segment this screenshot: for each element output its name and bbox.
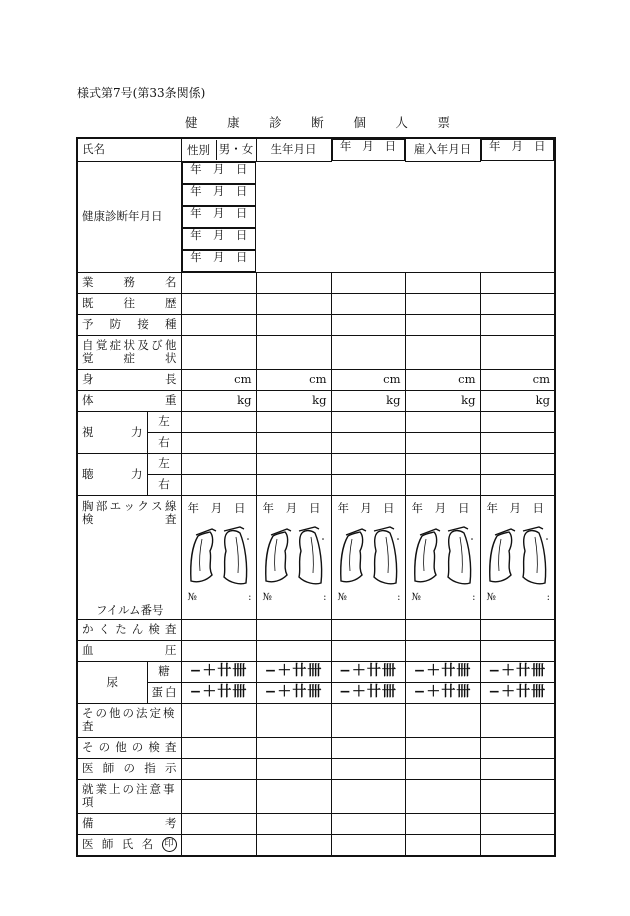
exam-date-cell[interactable]: [182, 206, 257, 228]
month-label: 月: [212, 249, 225, 264]
hearing-cell[interactable]: [331, 453, 405, 474]
occupation-cell[interactable]: [405, 272, 480, 293]
xray-cell[interactable]: [405, 495, 480, 619]
weight-cell[interactable]: kg: [331, 390, 405, 411]
doctor-instruction-cell[interactable]: [405, 758, 480, 779]
vision-label: 視 力: [77, 411, 147, 453]
history-cell[interactable]: [480, 293, 555, 314]
vision-cell[interactable]: [405, 432, 480, 453]
xray-cell[interactable]: [480, 495, 555, 619]
vision-cell[interactable]: [331, 411, 405, 432]
history-label: 既 往 歴: [77, 293, 181, 314]
vaccination-cell[interactable]: [181, 314, 256, 335]
title-char: 票: [437, 115, 450, 130]
height-cell[interactable]: cm: [331, 369, 405, 390]
symptoms-row: [77, 335, 555, 369]
lungs-icon: [263, 521, 325, 587]
name-field[interactable]: [77, 138, 181, 161]
exam-date-cell[interactable]: [182, 228, 257, 250]
title-char: 診: [269, 115, 282, 130]
remarks-cell[interactable]: [405, 813, 480, 834]
other-legal-cell[interactable]: [480, 703, 555, 737]
symptoms-cell[interactable]: [480, 335, 555, 369]
day-label: 日: [235, 227, 248, 242]
seal-icon: 印: [162, 837, 177, 852]
weight-row: [77, 390, 555, 411]
vision-cell[interactable]: [181, 411, 256, 432]
other-exam-cell[interactable]: [256, 737, 331, 758]
blood-pressure-cell[interactable]: [405, 640, 480, 661]
vaccination-cell[interactable]: [480, 314, 555, 335]
doctor-instruction-cell[interactable]: [331, 758, 405, 779]
month-label: 月: [212, 161, 225, 176]
title-char: 健: [185, 115, 198, 130]
exam-date-row: [77, 161, 555, 272]
work-notes-label: 就業上の注意事項: [77, 779, 181, 813]
hire-label: 雇入年月日: [405, 138, 480, 161]
doctor-name-cell[interactable]: [256, 834, 331, 856]
day-label: 日: [235, 183, 248, 198]
other-exam-row: [77, 737, 555, 758]
month-label: 月: [212, 227, 225, 242]
lungs-icon: [487, 521, 549, 587]
urine-protein-cell[interactable]: −＋卄卌: [181, 682, 256, 703]
header-row: [77, 138, 555, 161]
year-label: 年: [190, 249, 202, 264]
other-exam-cell[interactable]: [331, 737, 405, 758]
xray-date: 年 月 日: [486, 500, 544, 515]
year-label: 年: [190, 161, 202, 176]
lungs-icon: [188, 521, 250, 587]
urine-sugar-row: [77, 661, 555, 682]
weight-cell[interactable]: kg: [181, 390, 256, 411]
doctor-instruction-cell[interactable]: [256, 758, 331, 779]
doctor-name-cell[interactable]: [331, 834, 405, 856]
xray-cell[interactable]: [256, 495, 331, 619]
blood-pressure-cell[interactable]: [181, 640, 256, 661]
remarks-cell[interactable]: [256, 813, 331, 834]
sputum-label: か く た ん 検 査: [77, 619, 181, 640]
occupation-label: 業 務 名: [77, 272, 181, 293]
work-notes-cell[interactable]: [331, 779, 405, 813]
left-label: 左: [147, 411, 181, 432]
urine-protein-cell[interactable]: −＋卄卌: [405, 682, 480, 703]
height-label: 身 長: [77, 369, 181, 390]
occupation-cell[interactable]: [480, 272, 555, 293]
vision-left-row: [77, 411, 555, 432]
doctor-instruction-row: [77, 758, 555, 779]
doctor-name-label: 医 師 氏 名 印: [77, 834, 181, 856]
birth-label: 生年月日: [256, 138, 331, 161]
urine-label: 尿: [77, 661, 147, 703]
weight-label: 体 重: [77, 390, 181, 411]
remarks-cell[interactable]: [181, 813, 256, 834]
title-char: 人: [395, 115, 408, 130]
day-label: 日: [235, 249, 248, 264]
remarks-cell[interactable]: [331, 813, 405, 834]
title-char: 康: [227, 115, 240, 130]
vaccination-cell[interactable]: [405, 314, 480, 335]
hearing-label: 聴 力: [77, 453, 147, 495]
name-label: 氏名: [82, 142, 105, 157]
sputum-row: [77, 619, 555, 640]
doctor-instruction-label: 医 師 の 指 示: [77, 758, 181, 779]
day-label: 日: [235, 161, 248, 176]
occupation-cell[interactable]: [331, 272, 405, 293]
page-title: [185, 113, 450, 131]
weight-cell[interactable]: kg: [480, 390, 555, 411]
exam-date-cell[interactable]: [182, 250, 257, 272]
hearing-cell[interactable]: [331, 474, 405, 495]
title-char: 断: [311, 115, 324, 130]
symptoms-cell[interactable]: [256, 335, 331, 369]
health-record-table: [76, 137, 556, 857]
title-char: 個: [353, 115, 366, 130]
sputum-cell[interactable]: [331, 619, 405, 640]
xray-cell[interactable]: [181, 495, 256, 619]
urine-sugar-cell[interactable]: −＋卄卌: [405, 661, 480, 682]
xray-film-number: № :: [337, 591, 401, 603]
history-cell[interactable]: [181, 293, 256, 314]
sputum-cell[interactable]: [256, 619, 331, 640]
doctor-name-row: [77, 834, 555, 856]
height-cell[interactable]: cm: [256, 369, 331, 390]
vision-cell[interactable]: [331, 432, 405, 453]
xray-label: 胸 部 エ ッ ク ス 線 検 査 フイルム番号: [77, 495, 181, 619]
urine-protein-cell[interactable]: −＋卄卌: [256, 682, 331, 703]
other-exam-cell[interactable]: [480, 737, 555, 758]
occupation-cell[interactable]: [181, 272, 256, 293]
xray-film-number: № :: [262, 591, 327, 603]
month-label: 月: [362, 139, 374, 153]
xray-cell[interactable]: [331, 495, 405, 619]
other-exam-cell[interactable]: [405, 737, 480, 758]
sputum-cell[interactable]: [405, 619, 480, 640]
exam-date-cell[interactable]: [182, 162, 257, 184]
history-row: [77, 293, 555, 314]
weight-cell[interactable]: kg: [256, 390, 331, 411]
xray-date: 年 月 日: [337, 500, 395, 515]
year-label: 年: [190, 205, 202, 220]
year-label: 年: [190, 183, 202, 198]
hearing-left-row: [77, 453, 555, 474]
month-label: 月: [212, 205, 225, 220]
exam-date-label: 健康診断年月日: [77, 161, 181, 272]
hire-date-field[interactable]: [481, 139, 555, 161]
urine-protein-cell[interactable]: −＋卄卌: [480, 682, 555, 703]
hearing-right-row: [77, 474, 555, 495]
doctor-name-cell[interactable]: [480, 834, 555, 856]
month-label: 月: [511, 139, 523, 153]
sex-options: 男・女: [218, 142, 254, 157]
year-label: 年: [190, 227, 202, 242]
protein-label: 蛋 白: [147, 682, 181, 703]
work-notes-row: [77, 779, 555, 813]
hearing-cell[interactable]: [480, 474, 555, 495]
vision-cell[interactable]: [480, 411, 555, 432]
work-notes-cell[interactable]: [181, 779, 256, 813]
sputum-cell[interactable]: [480, 619, 555, 640]
year-label: 年: [489, 139, 501, 153]
urine-sugar-cell[interactable]: −＋卄卌: [331, 661, 405, 682]
vision-cell[interactable]: [181, 432, 256, 453]
work-notes-cell[interactable]: [405, 779, 480, 813]
xray-date: 年 月 日: [187, 500, 246, 515]
vision-cell[interactable]: [256, 411, 331, 432]
xray-row: [77, 495, 555, 619]
urine-sugar-cell[interactable]: −＋卄卌: [181, 661, 256, 682]
blood-pressure-cell[interactable]: [480, 640, 555, 661]
blood-pressure-label: 血 圧: [77, 640, 181, 661]
xray-date: 年 月 日: [411, 500, 470, 515]
form-number: 様式第7号(第33条関係): [77, 86, 206, 100]
right-label: 右: [147, 474, 181, 495]
xray-film-number: № :: [486, 591, 550, 603]
day-label: 日: [534, 139, 546, 153]
blood-pressure-cell[interactable]: [256, 640, 331, 661]
vision-cell[interactable]: [256, 432, 331, 453]
left-label: 左: [147, 453, 181, 474]
symptoms-cell[interactable]: [331, 335, 405, 369]
birth-date-field[interactable]: [332, 139, 405, 161]
doctor-instruction-cell[interactable]: [480, 758, 555, 779]
other-exam-cell[interactable]: [181, 737, 256, 758]
other-legal-cell[interactable]: [331, 703, 405, 737]
history-cell[interactable]: [331, 293, 405, 314]
hearing-cell[interactable]: [181, 474, 256, 495]
right-label: 右: [147, 432, 181, 453]
hearing-cell[interactable]: [405, 474, 480, 495]
other-legal-label: その他の法定検査: [77, 703, 181, 737]
doctor-instruction-cell[interactable]: [181, 758, 256, 779]
urine-sugar-cell[interactable]: −＋卄卌: [480, 661, 555, 682]
height-row: [77, 369, 555, 390]
vision-right-row: [77, 432, 555, 453]
vaccination-cell[interactable]: [331, 314, 405, 335]
remarks-cell[interactable]: [480, 813, 555, 834]
hearing-cell[interactable]: [480, 453, 555, 474]
other-legal-cell[interactable]: [181, 703, 256, 737]
sex-field[interactable]: [181, 138, 256, 161]
film-number-label: フイルム番号: [96, 602, 164, 617]
remarks-row: [77, 813, 555, 834]
other-legal-row: [77, 703, 555, 737]
urine-protein-row: [77, 682, 555, 703]
height-cell[interactable]: cm: [480, 369, 555, 390]
sugar-label: 糖: [147, 661, 181, 682]
lungs-icon: [412, 521, 474, 587]
work-notes-cell[interactable]: [480, 779, 555, 813]
doctor-name-cell[interactable]: [405, 834, 480, 856]
other-legal-cell[interactable]: [256, 703, 331, 737]
vaccination-label: 予 防 接 種: [77, 314, 181, 335]
exam-date-cell[interactable]: [182, 184, 257, 206]
vaccination-row: [77, 314, 555, 335]
vaccination-cell[interactable]: [256, 314, 331, 335]
blood-pressure-cell[interactable]: [331, 640, 405, 661]
sex-label: 性別: [182, 140, 217, 160]
occupation-row: [77, 272, 555, 293]
occupation-cell[interactable]: [256, 272, 331, 293]
sputum-cell[interactable]: [181, 619, 256, 640]
hearing-cell[interactable]: [181, 453, 256, 474]
remarks-label: 備 考: [77, 813, 181, 834]
height-cell[interactable]: cm: [405, 369, 480, 390]
other-legal-cell[interactable]: [405, 703, 480, 737]
history-cell[interactable]: [256, 293, 331, 314]
vision-cell[interactable]: [480, 432, 555, 453]
symptoms-label: 自 覚 症 状 及 び 他 覚 症 状: [77, 335, 181, 369]
work-notes-cell[interactable]: [256, 779, 331, 813]
day-label: 日: [235, 205, 248, 220]
other-exam-label: そ の 他 の 検 査: [77, 737, 181, 758]
symptoms-cell[interactable]: [405, 335, 480, 369]
urine-sugar-cell[interactable]: −＋卄卌: [256, 661, 331, 682]
symptoms-cell[interactable]: [181, 335, 256, 369]
xray-film-number: № :: [411, 591, 476, 603]
xray-date: 年 月 日: [262, 500, 321, 515]
year-label: 年: [339, 139, 352, 153]
hearing-cell[interactable]: [256, 453, 331, 474]
weight-cell[interactable]: kg: [405, 390, 480, 411]
history-cell[interactable]: [405, 293, 480, 314]
hearing-cell[interactable]: [256, 474, 331, 495]
height-cell[interactable]: cm: [181, 369, 256, 390]
blood-pressure-row: [77, 640, 555, 661]
xray-film-number: № :: [187, 591, 252, 603]
lungs-icon: [338, 521, 400, 587]
doctor-name-cell[interactable]: [181, 834, 256, 856]
vision-cell[interactable]: [405, 411, 480, 432]
urine-protein-cell[interactable]: −＋卄卌: [331, 682, 405, 703]
day-label: 日: [384, 139, 397, 153]
hearing-cell[interactable]: [405, 453, 480, 474]
month-label: 月: [212, 183, 225, 198]
